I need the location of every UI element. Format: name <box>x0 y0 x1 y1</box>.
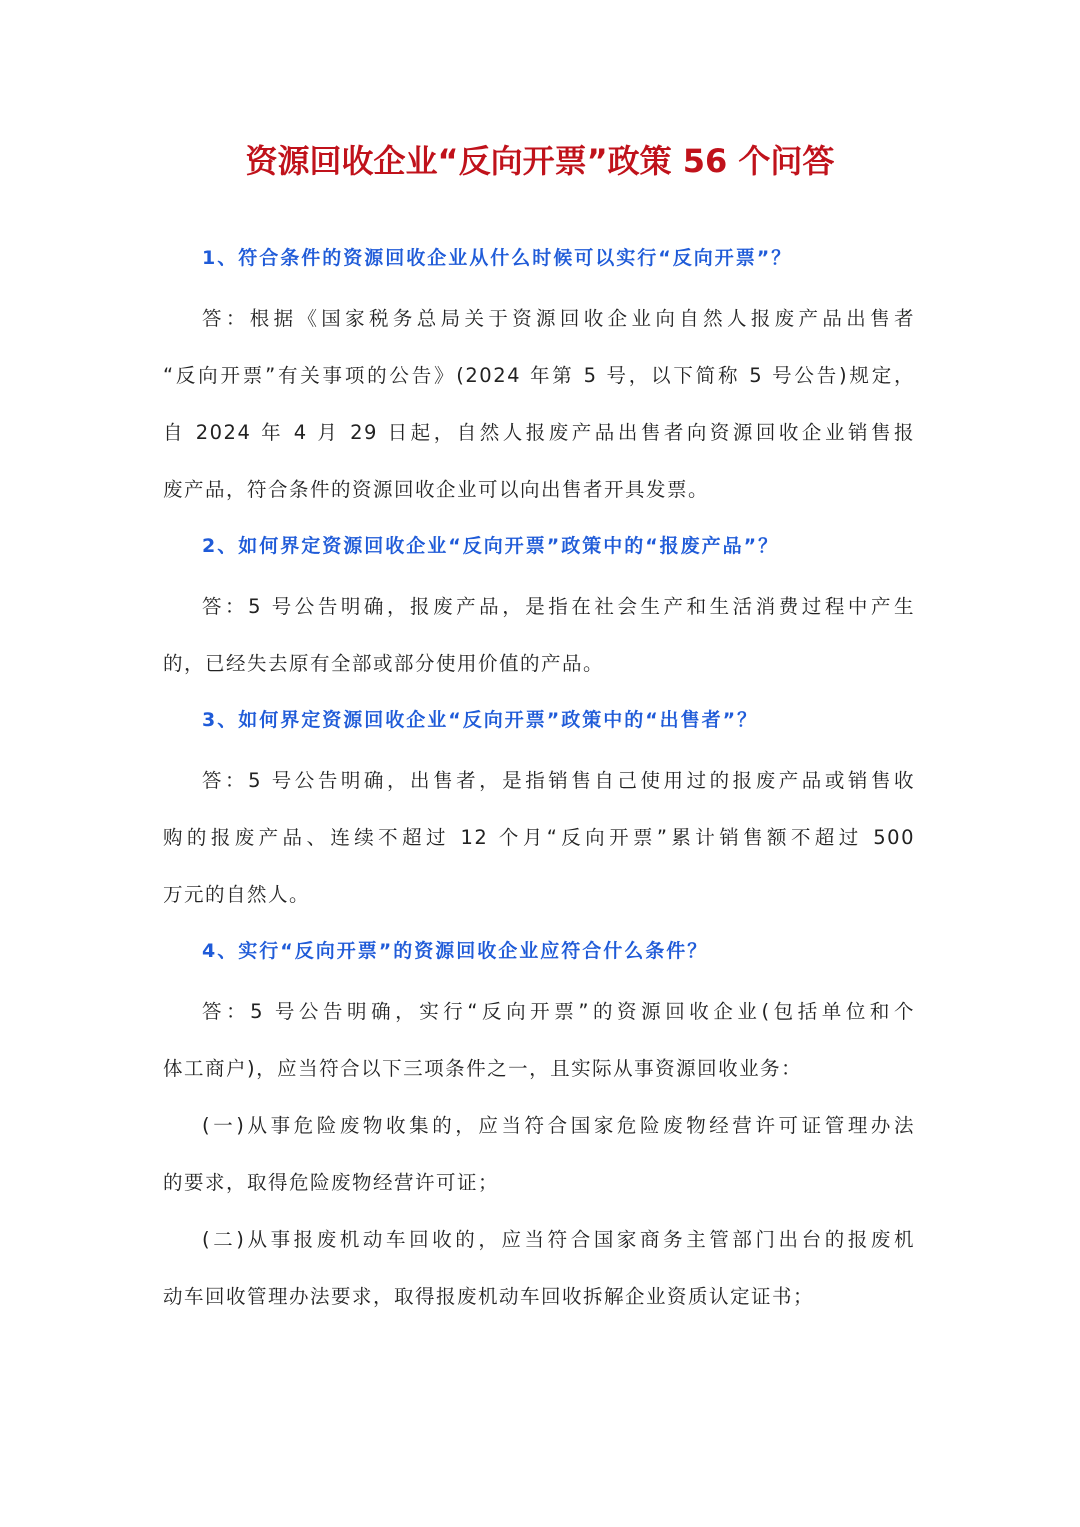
answer-line: 答：5 号公告明确，报废产品，是指在社会生产和生活消费过程中产生 <box>202 595 915 618</box>
document-title: 资源回收企业“反向开票”政策 56 个问答 <box>245 142 835 180</box>
answer-line: 购的报废产品、连续不超过 12 个月“反向开票”累计销售额不超过 500 <box>163 826 915 849</box>
question-heading: 2、如何界定资源回收企业“反向开票”政策中的“报废产品”？ <box>202 535 780 557</box>
answer-line: “反向开票”有关事项的公告》(2024 年第 5 号，以下简称 5 号公告)规定， <box>163 364 915 387</box>
answer-line: 答：5 号公告明确，实行“反向开票”的资源回收企业(包括单位和个 <box>202 1000 915 1023</box>
question-heading: 4、实行“反向开票”的资源回收企业应符合什么条件？ <box>202 940 709 962</box>
question-heading: 1、符合条件的资源回收企业从什么时候可以实行“反向开票”？ <box>202 247 793 269</box>
answer-line: 体工商户)，应当符合以下三项条件之一，且实际从事资源回收业务： <box>163 1057 803 1080</box>
answer-line: 的要求，取得危险废物经营许可证； <box>163 1171 500 1194</box>
answer-line: 动车回收管理办法要求，取得报废机动车回收拆解企业资质认定证书； <box>163 1285 815 1308</box>
answer-line: 废产品，符合条件的资源回收企业可以向出售者开具发票。 <box>163 478 710 501</box>
answer-line: 答：5 号公告明确，出售者，是指销售自己使用过的报废产品或销售收 <box>202 769 915 792</box>
answer-line: 自 2024 年 4 月 29 日起，自然人报废产品出售者向资源回收企业销售报 <box>163 421 915 444</box>
answer-line: 的，已经失去原有全部或部分使用价值的产品。 <box>163 652 605 675</box>
answer-line: (二)从事报废机动车回收的，应当符合国家商务主管部门出台的报废机 <box>202 1228 915 1251</box>
question-heading: 3、如何界定资源回收企业“反向开票”政策中的“出售者”？ <box>202 709 759 731</box>
answer-line: 答：根据《国家税务总局关于资源回收企业向自然人报废产品出售者 <box>202 307 915 330</box>
answer-line: 万元的自然人。 <box>163 883 311 906</box>
document-body <box>163 230 915 1325</box>
answer-line: (一)从事危险废物收集的，应当符合国家危险废物经营许可证管理办法 <box>202 1114 915 1137</box>
